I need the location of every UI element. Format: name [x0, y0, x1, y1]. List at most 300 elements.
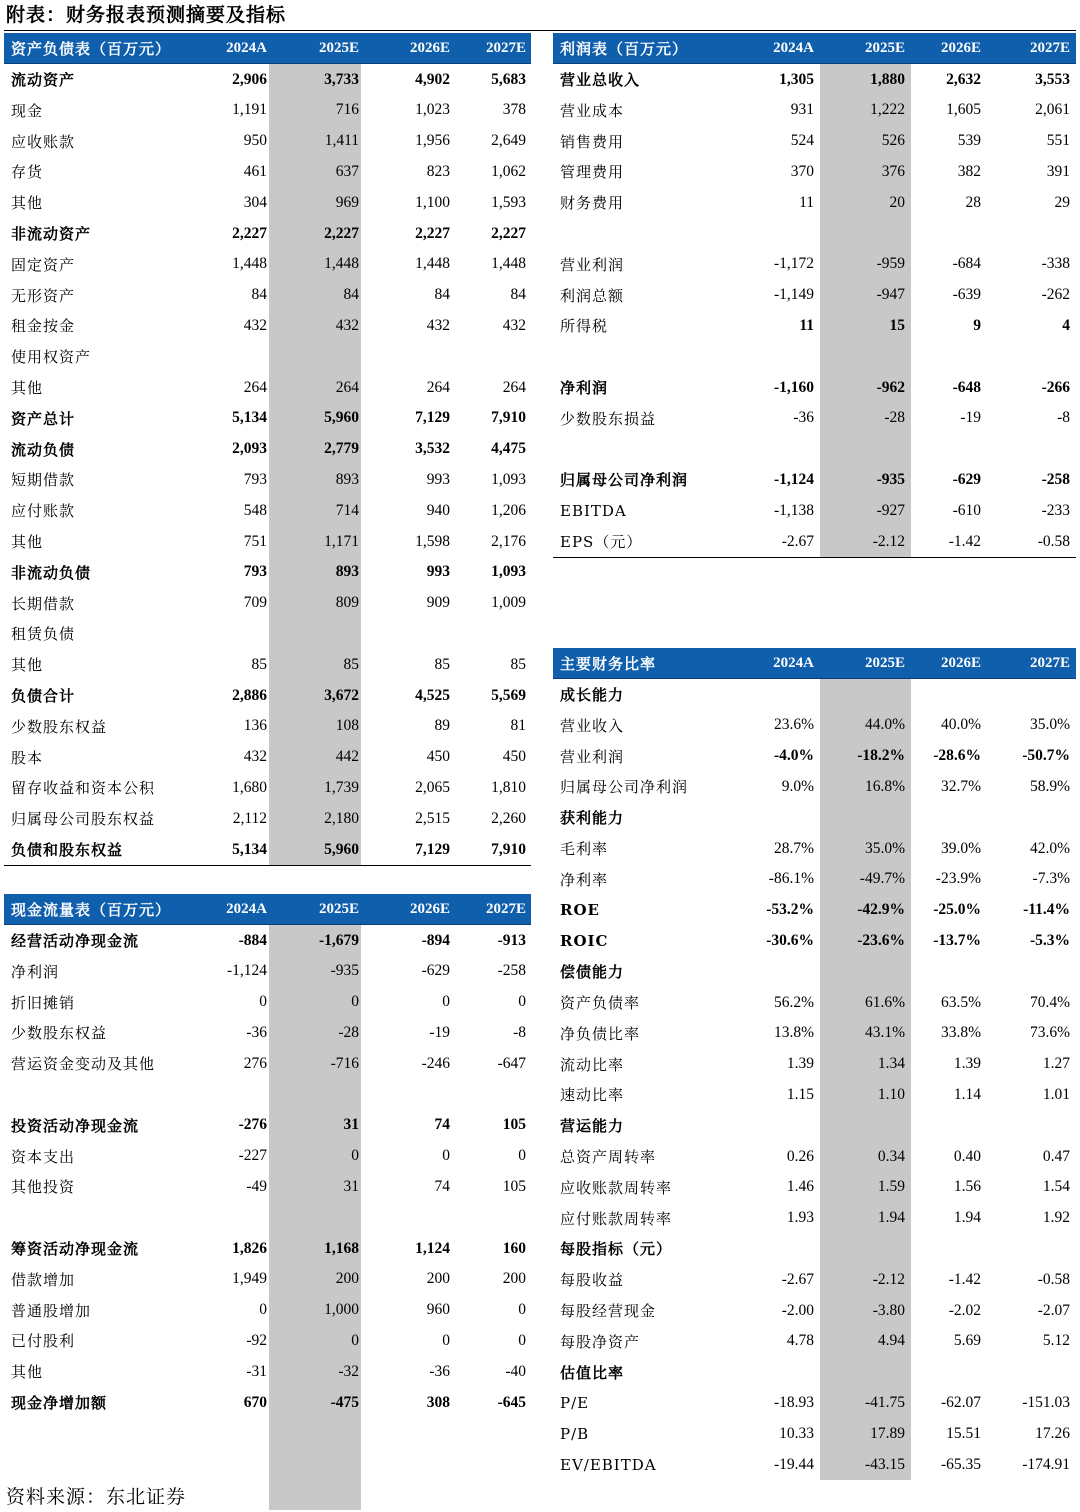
value-cell: -19.44 [773, 1455, 814, 1473]
value-cell: 2,227 [491, 224, 526, 242]
year-header: 2025E [318, 39, 359, 56]
value-cell: 1,448 [491, 255, 526, 273]
value-cell: -41.75 [864, 1393, 905, 1411]
table-row [553, 1141, 1076, 1172]
value-cell: 17.26 [1035, 1424, 1070, 1442]
value-cell: 105 [502, 1116, 526, 1134]
value-cell: 1.15 [786, 1085, 814, 1103]
row-label: 流动负债 [11, 440, 76, 459]
table-row [4, 1048, 531, 1079]
table-row [4, 742, 531, 773]
value-cell: -2.02 [948, 1301, 981, 1319]
table-row [4, 1387, 531, 1418]
value-cell: 0 [351, 1331, 359, 1349]
value-cell: 3,733 [324, 70, 359, 88]
value-cell: 378 [502, 101, 526, 119]
title-divider [4, 30, 1076, 31]
row-label: 净利润 [11, 962, 60, 981]
value-cell: 432 [502, 316, 526, 334]
value-cell: -4.0% [773, 747, 814, 765]
value-cell: -28 [338, 1023, 359, 1041]
value-cell: 2,227 [324, 224, 359, 242]
value-cell: 85 [510, 655, 526, 673]
table-row [553, 280, 1076, 311]
value-cell: 376 [881, 162, 905, 180]
row-label: 偿债能力 [560, 963, 625, 982]
table-row [553, 1387, 1076, 1418]
row-label: 每股收益 [560, 1271, 625, 1290]
value-cell: 1.39 [953, 1055, 981, 1073]
table-row [4, 95, 531, 126]
value-cell: 7,910 [491, 409, 526, 427]
value-cell: 17.89 [870, 1424, 905, 1442]
row-label: 总资产周转率 [560, 1148, 657, 1166]
value-cell: 23.6% [773, 716, 814, 734]
value-cell: 4,525 [415, 686, 450, 704]
value-cell: 2,180 [324, 809, 359, 827]
row-label: 股本 [11, 748, 44, 767]
table-row [4, 526, 531, 557]
row-label: 投资活动净现金流 [11, 1116, 140, 1135]
row-label: 每股净资产 [560, 1332, 641, 1351]
value-cell: 0.34 [877, 1147, 905, 1165]
value-cell: -8 [513, 1023, 526, 1041]
value-cell: -648 [952, 378, 981, 396]
value-cell: -30.6% [766, 931, 814, 949]
table-row [553, 95, 1076, 126]
table-row [4, 1202, 531, 1233]
value-cell: 11 [799, 316, 814, 334]
value-cell: -629 [952, 470, 981, 488]
value-cell: 9.0% [781, 777, 814, 795]
row-label: 净负债比率 [560, 1024, 641, 1043]
value-cell: 931 [790, 101, 814, 119]
value-cell: 2,227 [232, 224, 267, 242]
value-cell: -13.7% [933, 931, 981, 949]
year-header: 2024A [226, 900, 267, 917]
table-row [553, 249, 1076, 280]
value-cell: -935 [330, 962, 359, 980]
row-label: 其他投资 [11, 1178, 76, 1197]
table-bottom-rule [553, 557, 1076, 558]
value-cell: 716 [335, 101, 359, 119]
value-cell: -475 [330, 1393, 359, 1411]
table-row [4, 956, 531, 987]
value-cell: 105 [502, 1177, 526, 1195]
row-label: 估值比率 [560, 1363, 625, 1382]
table-header [553, 33, 1076, 64]
value-cell: -266 [1041, 378, 1070, 396]
table-row [553, 1018, 1076, 1049]
table-row [553, 218, 1076, 249]
value-cell: 1,093 [491, 470, 526, 488]
page-title: 附表：财务报表预测摘要及指标 [6, 4, 287, 26]
row-label: 流动比率 [560, 1055, 625, 1074]
row-label: 归属母公司净利润 [560, 471, 689, 490]
value-cell: 1,206 [491, 501, 526, 519]
row-label: 长期借款 [11, 594, 76, 613]
value-cell: -86.1% [768, 870, 814, 888]
value-cell: 751 [243, 532, 267, 550]
value-cell: -1,124 [226, 962, 267, 980]
row-label: 非流动负债 [11, 563, 92, 582]
value-cell: 793 [243, 563, 267, 581]
value-cell: -40 [505, 1362, 526, 1380]
value-cell: 200 [502, 1270, 526, 1288]
value-cell: -36 [793, 409, 814, 427]
value-cell: 2,260 [491, 809, 526, 827]
value-cell: 551 [1046, 132, 1070, 150]
value-cell: 391 [1046, 162, 1070, 180]
value-cell: -31 [246, 1362, 267, 1380]
year-header: 2026E [940, 39, 981, 56]
value-cell: 1,605 [946, 101, 981, 119]
value-cell: -0.58 [1037, 1270, 1070, 1288]
row-label: 少数股东权益 [11, 717, 108, 736]
value-cell: 2,176 [491, 532, 526, 550]
value-cell: -28.6% [933, 747, 981, 765]
row-label: 短期借款 [11, 471, 76, 490]
row-label: 营业收入 [560, 716, 625, 735]
value-cell: 31 [343, 1177, 359, 1195]
row-label: 每股经营现金 [560, 1302, 657, 1320]
table-row [4, 680, 531, 711]
income-statement-table [553, 33, 1076, 559]
value-cell: 1,062 [491, 162, 526, 180]
value-cell: -2.67 [781, 1270, 814, 1288]
table-row [553, 1079, 1076, 1110]
value-cell: 136 [243, 717, 267, 735]
value-cell: 7,910 [491, 840, 526, 858]
table-row [553, 1110, 1076, 1141]
value-cell: 670 [243, 1393, 267, 1411]
value-cell: 7,129 [415, 840, 450, 858]
value-cell: 7,129 [415, 409, 450, 427]
table-row [553, 1326, 1076, 1357]
value-cell: 2,112 [232, 809, 267, 827]
value-cell: 0.26 [786, 1147, 814, 1165]
value-cell: -276 [238, 1116, 267, 1134]
value-cell: 58.9% [1029, 777, 1070, 795]
value-cell: 13.8% [773, 1024, 814, 1042]
value-cell: -645 [497, 1393, 526, 1411]
table-row [553, 771, 1076, 802]
table-bottom-rule [4, 865, 531, 866]
value-cell: -23.9% [935, 870, 981, 888]
value-cell: 893 [335, 563, 359, 581]
value-cell: 304 [243, 193, 267, 211]
value-cell: 160 [502, 1239, 526, 1257]
value-cell: 1,100 [415, 193, 450, 211]
value-cell: 2,093 [232, 440, 267, 458]
table-row [4, 218, 531, 249]
value-cell: 61.6% [864, 993, 905, 1011]
row-label: 获利能力 [560, 809, 625, 828]
value-cell: 15.51 [946, 1424, 981, 1442]
year-header: 2025E [864, 39, 905, 56]
table-row [4, 156, 531, 187]
value-cell: 909 [426, 594, 450, 612]
value-cell: -62.07 [940, 1393, 981, 1411]
table-row [4, 1017, 531, 1048]
value-cell: 84 [251, 286, 267, 304]
table-row [4, 987, 531, 1018]
value-cell: -92 [246, 1331, 267, 1349]
table-row [553, 464, 1076, 495]
row-label: 营业总收入 [560, 71, 641, 89]
row-label: 应付账款 [11, 502, 76, 521]
value-cell: 823 [426, 162, 450, 180]
value-cell: 5,569 [491, 686, 526, 704]
table-row [553, 1357, 1076, 1388]
row-label: 财务费用 [560, 194, 625, 213]
value-cell: 1.01 [1042, 1085, 1070, 1103]
value-cell: 1,593 [491, 193, 526, 211]
value-cell: 73.6% [1029, 1024, 1070, 1042]
year-header: 2027E [1029, 654, 1070, 671]
value-cell: -3.80 [872, 1301, 905, 1319]
table-row [4, 1325, 531, 1356]
table-row [553, 64, 1076, 95]
row-label: 筹资活动净现金流 [11, 1240, 140, 1258]
value-cell: -647 [497, 1054, 526, 1072]
table-header [4, 33, 531, 64]
table-row [4, 464, 531, 495]
row-label: EPS（元） [560, 533, 643, 551]
row-label: EBITDA [560, 501, 627, 520]
value-cell: 5,960 [324, 409, 359, 427]
value-cell: 1.10 [877, 1085, 905, 1103]
value-cell: -5.3% [1029, 931, 1070, 949]
value-cell: 993 [426, 470, 450, 488]
value-cell: 969 [335, 193, 359, 211]
row-label: 租赁负债 [11, 625, 76, 644]
value-cell: 4,902 [415, 70, 450, 88]
value-cell: 2,886 [232, 686, 267, 704]
value-cell: 432 [243, 316, 267, 334]
table-row [4, 557, 531, 588]
value-cell: -947 [876, 286, 905, 304]
value-cell: 1.94 [877, 1209, 905, 1227]
row-label: 折旧摊销 [11, 993, 76, 1012]
value-cell: 1,222 [870, 101, 905, 119]
year-header: 2024A [773, 39, 814, 56]
table-row [4, 925, 531, 956]
value-cell: -258 [1041, 470, 1070, 488]
value-cell: 5.12 [1042, 1332, 1070, 1350]
value-cell: 5,134 [232, 409, 267, 427]
value-cell: -2.00 [781, 1301, 814, 1319]
value-cell: 548 [243, 501, 267, 519]
value-cell: -2.12 [872, 532, 905, 550]
row-label: 营运资金变动及其他 [11, 1055, 156, 1074]
value-cell: -1.42 [948, 1270, 981, 1288]
year-header: 2027E [1029, 39, 1070, 56]
value-cell: 85 [343, 655, 359, 673]
value-cell: 1,680 [232, 778, 267, 796]
value-cell: -927 [876, 501, 905, 519]
table-row [4, 495, 531, 526]
row-label: 归属母公司净利润 [560, 778, 689, 797]
value-cell: 74 [434, 1177, 450, 1195]
value-cell: 84 [510, 286, 526, 304]
value-cell: 0.47 [1042, 1147, 1070, 1165]
value-cell: -0.58 [1037, 532, 1070, 550]
value-cell: -49 [246, 1177, 267, 1195]
value-cell: 89 [434, 717, 450, 735]
value-cell: 1.34 [877, 1055, 905, 1073]
value-cell: -1,124 [773, 470, 814, 488]
value-cell: 442 [335, 748, 359, 766]
row-label: 固定资产 [11, 255, 76, 274]
value-cell: 108 [335, 717, 359, 735]
value-cell: 0 [518, 1147, 526, 1165]
row-label: 租金按金 [11, 317, 76, 336]
value-cell: 264 [426, 378, 450, 396]
table-row [553, 372, 1076, 403]
value-cell: -1,172 [773, 255, 814, 273]
year-header: 2025E [318, 900, 359, 917]
row-label: 速动比率 [560, 1086, 625, 1105]
value-cell: 85 [434, 655, 450, 673]
value-cell: 960 [426, 1301, 450, 1319]
value-cell: 264 [335, 378, 359, 396]
value-cell: 637 [335, 162, 359, 180]
value-cell: 1.27 [1042, 1055, 1070, 1073]
value-cell: 10.33 [779, 1424, 814, 1442]
value-cell: -25.0% [933, 901, 981, 919]
value-cell: -32 [338, 1362, 359, 1380]
table-row [553, 1172, 1076, 1203]
table-row [553, 1233, 1076, 1264]
table-row [553, 403, 1076, 434]
value-cell: 0 [351, 1147, 359, 1165]
value-cell: 264 [502, 378, 526, 396]
table-row [553, 156, 1076, 187]
value-cell: 432 [335, 316, 359, 334]
row-label: 资产总计 [11, 409, 76, 428]
row-label: 利润总额 [560, 286, 625, 305]
value-cell: 16.8% [864, 777, 905, 795]
table-row [4, 1264, 531, 1295]
value-cell: 44.0% [864, 716, 905, 734]
value-cell: 200 [335, 1270, 359, 1288]
table-row [553, 1049, 1076, 1080]
value-cell: 85 [251, 655, 267, 673]
table-row [4, 1110, 531, 1141]
value-cell: 1,880 [870, 70, 905, 88]
row-label: 普通股增加 [11, 1301, 92, 1320]
value-cell: 1.93 [786, 1209, 814, 1227]
table-header [4, 894, 531, 925]
value-cell: 28.7% [773, 839, 814, 857]
value-cell: 450 [502, 748, 526, 766]
value-cell: 56.2% [773, 993, 814, 1011]
value-cell: -227 [238, 1147, 267, 1165]
year-header: 2026E [940, 654, 981, 671]
value-cell: -716 [330, 1054, 359, 1072]
value-cell: 4,475 [491, 440, 526, 458]
row-label: 净利率 [560, 870, 609, 889]
value-cell: -258 [497, 962, 526, 980]
value-cell: 893 [335, 470, 359, 488]
value-cell: 4 [1062, 316, 1070, 334]
row-label: 归属母公司股东权益 [11, 810, 156, 829]
row-label: 应付账款周转率 [560, 1209, 673, 1228]
table-row [4, 249, 531, 280]
table-row [553, 679, 1076, 710]
value-cell: -23.6% [857, 931, 905, 949]
table-row [553, 925, 1076, 956]
value-cell: 40.0% [940, 716, 981, 734]
value-cell: 264 [243, 378, 267, 396]
value-cell: 1,124 [415, 1239, 450, 1257]
value-cell: 28 [965, 193, 981, 211]
table-row [553, 1264, 1076, 1295]
value-cell: 81 [510, 717, 526, 735]
row-label: 其他 [11, 656, 44, 675]
row-label: ROIC [560, 931, 609, 950]
row-label: 少数股东损益 [560, 409, 657, 428]
financial-ratios-table [553, 648, 1076, 1482]
value-cell: 709 [243, 594, 267, 612]
value-cell: 1,023 [415, 101, 450, 119]
value-cell: -338 [1041, 255, 1070, 273]
value-cell: 526 [881, 132, 905, 150]
row-label: 非流动资产 [11, 225, 92, 243]
value-cell: 74 [434, 1116, 450, 1134]
value-cell: 1,949 [232, 1270, 267, 1288]
value-cell: -962 [876, 378, 905, 396]
value-cell: 539 [957, 132, 981, 150]
table-row [553, 710, 1076, 741]
value-cell: 4.78 [786, 1332, 814, 1350]
table-row [4, 618, 531, 649]
value-cell: 1,956 [415, 132, 450, 150]
year-header: 2025E [864, 654, 905, 671]
value-cell: 461 [243, 162, 267, 180]
table-row [553, 833, 1076, 864]
row-label: 净利润 [560, 379, 609, 397]
table-row [4, 1079, 531, 1110]
row-label: 销售费用 [560, 132, 625, 151]
value-cell: 1.59 [877, 1178, 905, 1196]
year-header: 2026E [409, 39, 450, 56]
value-cell: 5,960 [324, 840, 359, 858]
value-cell: 4.94 [877, 1332, 905, 1350]
value-cell: 5,683 [491, 70, 526, 88]
value-cell: 9 [973, 316, 981, 334]
value-cell: 0 [442, 993, 450, 1011]
table-row [553, 895, 1076, 926]
table-row [553, 341, 1076, 372]
value-cell: 1.46 [786, 1178, 814, 1196]
value-cell: 63.5% [940, 993, 981, 1011]
value-cell: 84 [434, 286, 450, 304]
value-cell: -36 [246, 1023, 267, 1041]
value-cell: 42.0% [1029, 839, 1070, 857]
value-cell: 2,779 [324, 440, 359, 458]
table-row [553, 741, 1076, 772]
table-row [4, 772, 531, 803]
value-cell: 32.7% [940, 777, 981, 795]
value-cell: -28 [884, 409, 905, 427]
value-cell: -53.2% [766, 901, 814, 919]
value-cell: -233 [1041, 501, 1070, 519]
value-cell: 1,448 [324, 255, 359, 273]
value-cell: 33.8% [940, 1024, 981, 1042]
value-cell: 2,632 [946, 70, 981, 88]
